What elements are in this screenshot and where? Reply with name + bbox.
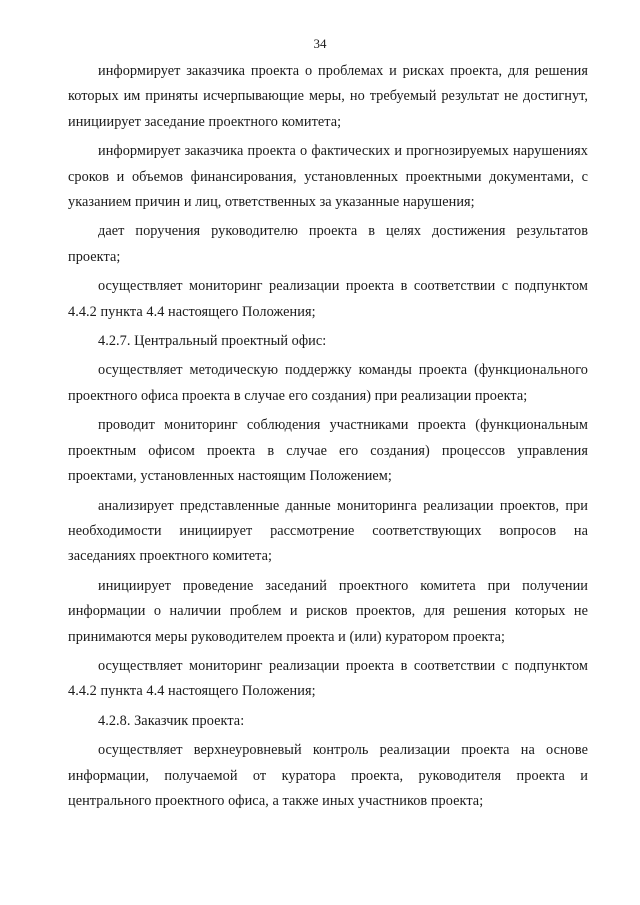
paragraph: дает поручения руководителю проекта в целях достижения результатов проекта; (68, 223, 588, 265)
paragraph: осуществляет верхнеуровневый контроль реализации проекта на основе информации, получаемой от куратора проекта, руководителя проекта и центрального проектного офиса, а также иных участников проекта; (68, 742, 588, 809)
section-heading: 4.2.8. Заказчик проекта: (98, 712, 245, 729)
paragraph: осуществляет методическую поддержку команды проекта (функционального проектного офиса проекта в случае его создания) при реализации проекта; (68, 362, 588, 404)
paragraph: анализирует представленные данные мониторинга реализации проектов, при необходимости инициирует рассмотрение соответствующих вопросов на заседаниях проектного комитета; (68, 497, 588, 565)
document-body (68, 59, 588, 818)
paragraph: информирует заказчика проекта о фактических и прогнозируемых нарушениях сроков и объемов финансирования, установленных проектными документами, с указанием причин и лиц, ответственных за указанные нарушения; (68, 143, 588, 211)
paragraph: осуществляет мониторинг реализации проекта в соответствии с подпунктом 4.4.2 пункта 4.4 настоящего Положения; (68, 278, 588, 320)
section-heading: 4.2.7. Центральный проектный офис: (98, 333, 327, 350)
page-number: 34 (313, 36, 327, 51)
paragraph: осуществляет мониторинг реализации проекта в соответствии с подпунктом 4.4.2 пункта 4.4 настоящего Положения; (68, 657, 588, 700)
paragraph: информирует заказчика проекта о проблемах и рисках проекта, для решения которых им приняты исчерпывающие меры, но требуемый результат не достигнут, инициирует заседание проектного комитета; (68, 63, 588, 130)
paragraph: инициирует проведение заседаний проектного комитета при получении информации о наличии проблем и рисков проектов, для решения которых не принимаются меры руководителем проекта и (или) куратором проекта; (68, 577, 588, 645)
paragraph: проводит мониторинг соблюдения участниками проекта (функциональным проектным офисом проекта в случае его создания) процессов управления проектами, установленных настоящим Положением; (68, 417, 588, 485)
